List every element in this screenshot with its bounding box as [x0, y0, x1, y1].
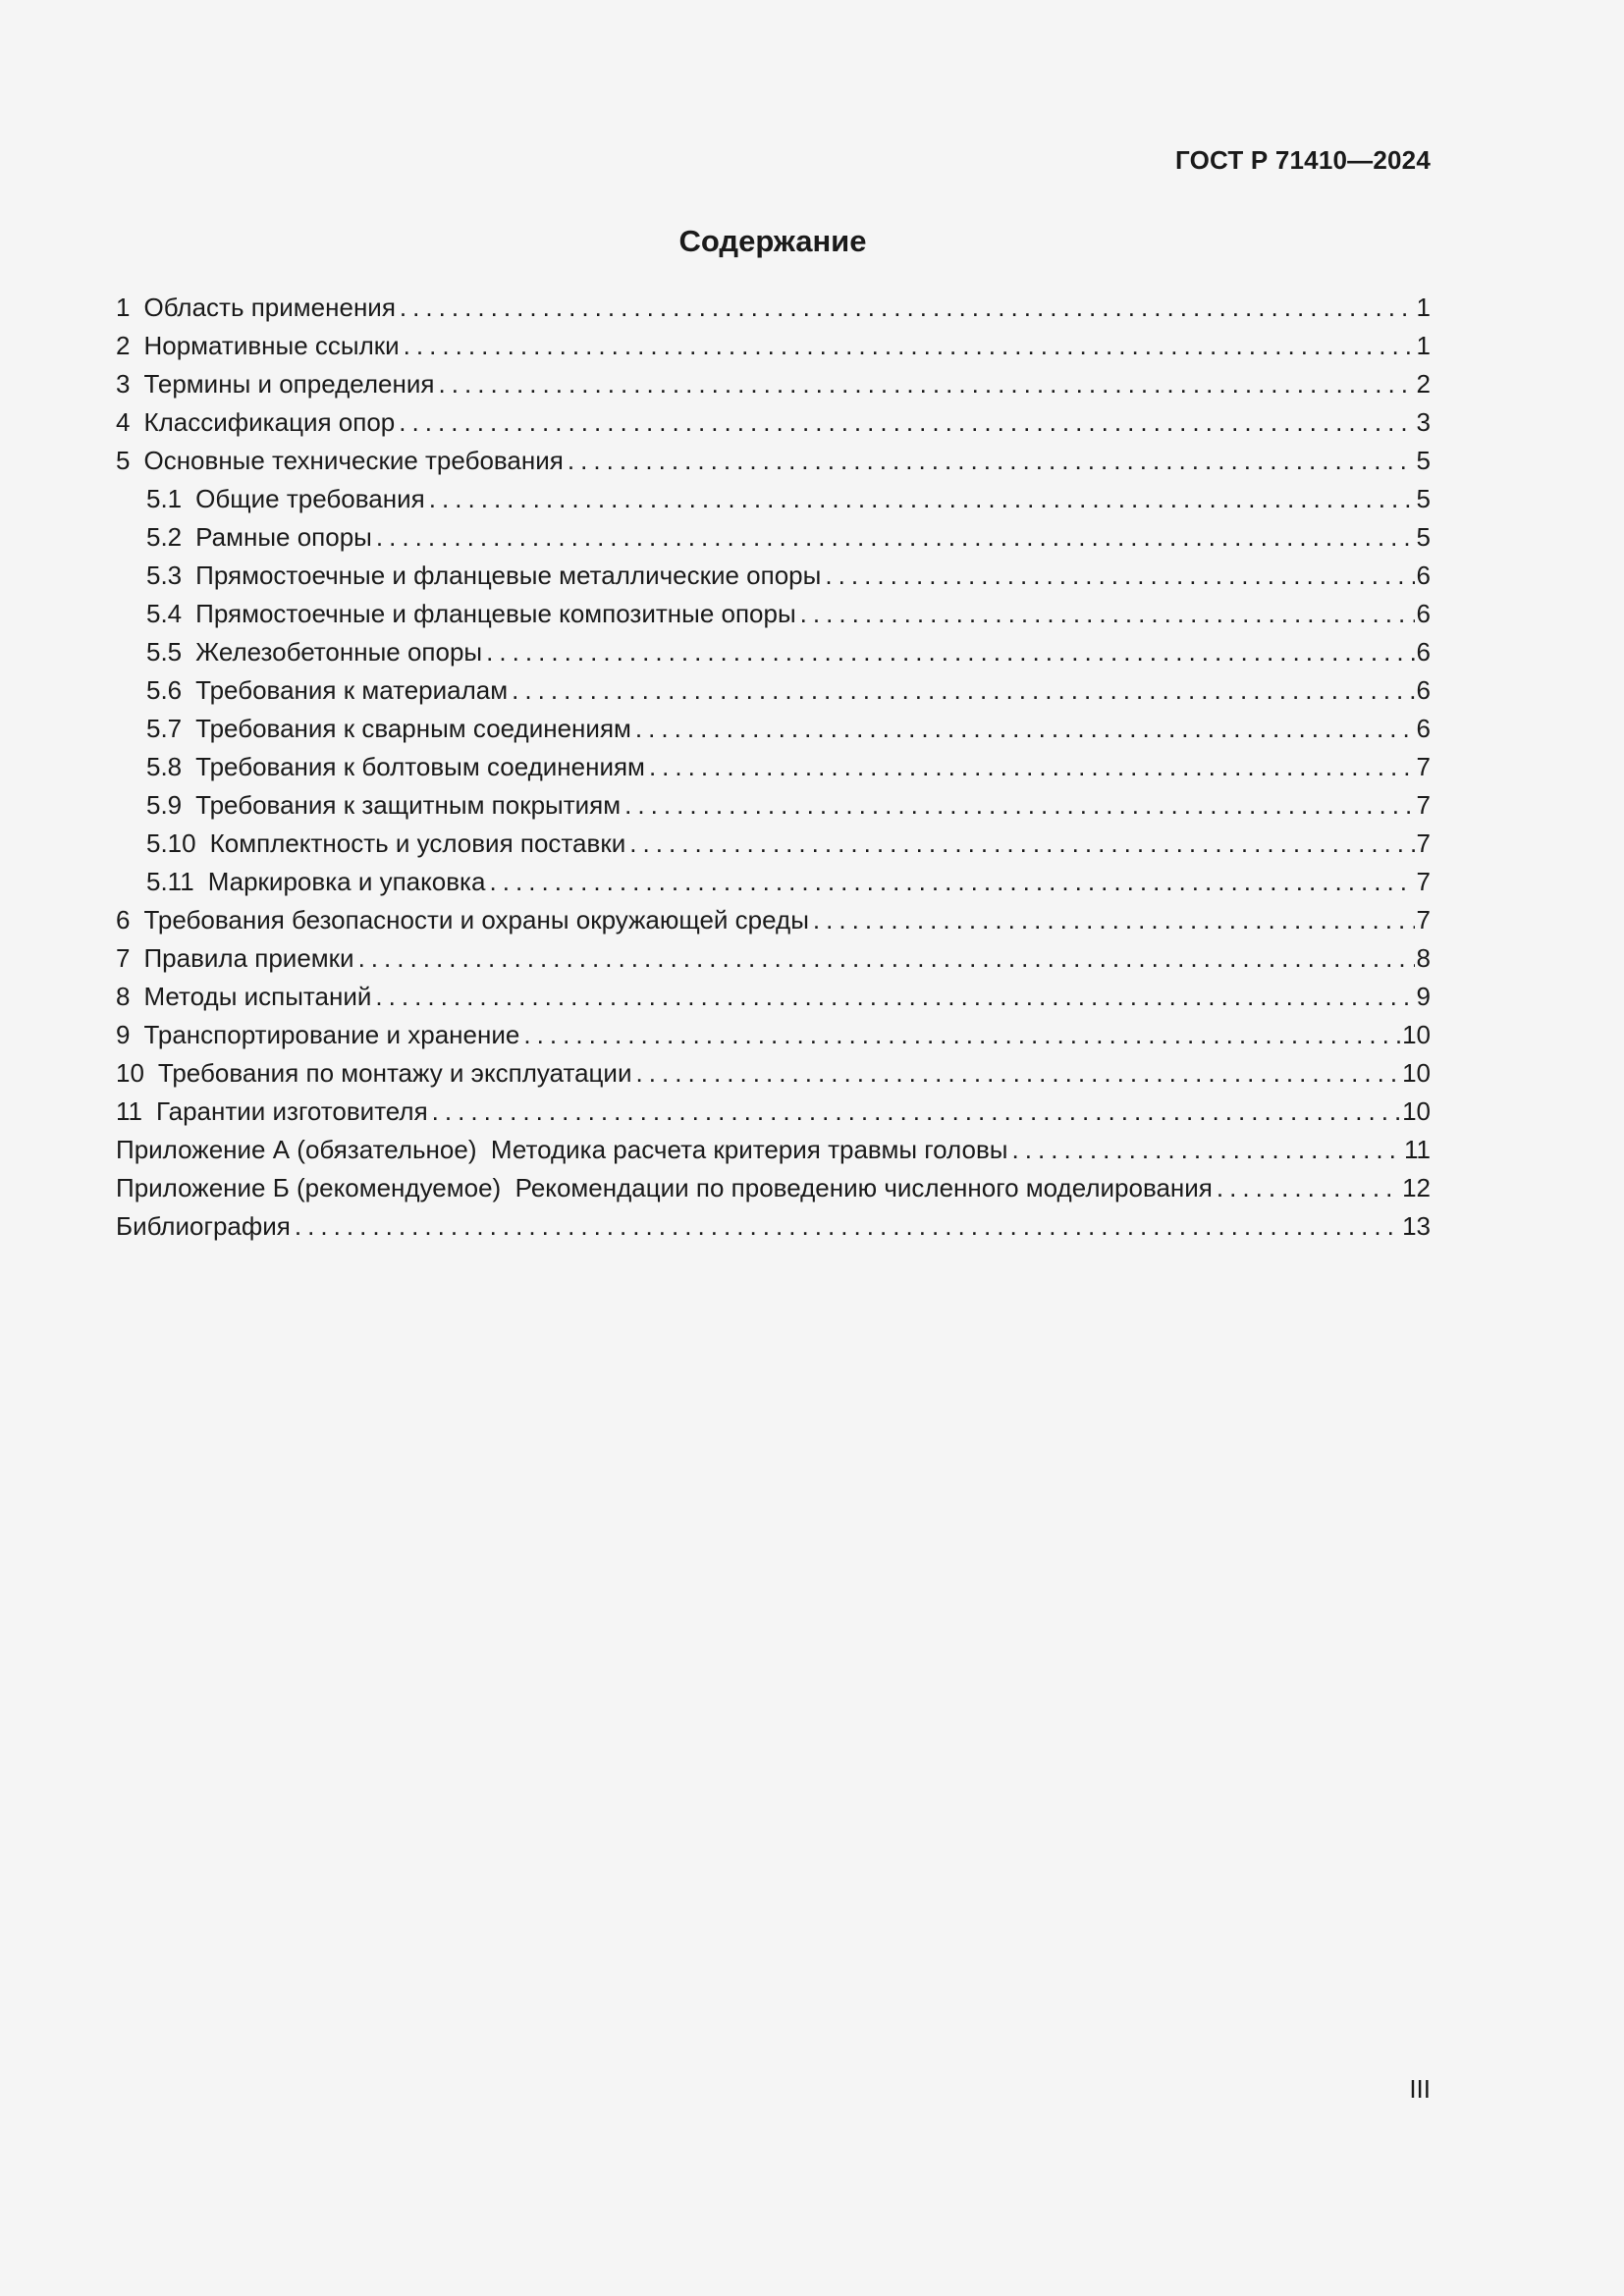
toc-entry-page: 5 [1416, 484, 1431, 513]
toc-entry-title: Рамные опоры [195, 522, 372, 552]
toc-entry-title: Общие требования [195, 484, 425, 513]
toc-dot-leader [635, 710, 1415, 748]
toc-entry[interactable] [116, 1016, 1431, 1054]
toc-entry-page: 7 [1416, 790, 1431, 820]
toc-dot-leader [358, 939, 1415, 978]
toc-entry-title: Библиография [116, 1211, 291, 1241]
toc-dot-leader [1217, 1169, 1400, 1207]
toc-entry-number: 10 [116, 1058, 144, 1088]
toc-entry-title: Требования к сварным соединениям [195, 714, 631, 743]
toc-entry-title: Комплектность и условия поставки [209, 828, 626, 858]
toc-entry[interactable] [116, 1093, 1431, 1131]
toc-entry-title: Требования к защитным покрытиям [195, 790, 622, 820]
toc-entry-number: 5.2 [146, 522, 183, 552]
toc-entry-page: 8 [1416, 943, 1431, 973]
toc-dot-leader [568, 442, 1415, 480]
toc-entry[interactable] [116, 1169, 1431, 1207]
toc-entry-number: 4 [116, 407, 131, 437]
toc-entry[interactable] [116, 1054, 1431, 1093]
toc-entry-page: 6 [1416, 714, 1431, 743]
toc-entry-page: 10 [1402, 1058, 1431, 1088]
toc-entry-title: Правила приемки [143, 943, 354, 973]
toc-entry-page: 3 [1416, 407, 1431, 437]
toc-dot-leader [489, 863, 1414, 901]
toc-entry-page: 7 [1416, 752, 1431, 781]
toc-entry-title: Железобетонные опоры [195, 637, 483, 667]
toc-entry-page: 11 [1404, 1135, 1431, 1164]
toc-entry-title: Требования к болтовым соединениям [195, 752, 645, 781]
toc-entry[interactable] [116, 939, 1431, 978]
toc-entry-page: 7 [1416, 867, 1431, 896]
toc-entry-page: 13 [1402, 1211, 1431, 1241]
toc-entry[interactable] [116, 557, 1431, 595]
table-of-contents [116, 289, 1431, 1246]
toc-entry-page: 1 [1416, 293, 1431, 322]
toc-entry-title: Прямостоечные и фланцевые металлические опоры [195, 561, 822, 590]
toc-dot-leader [295, 1207, 1400, 1246]
toc-entry-number: 1 [116, 293, 131, 322]
toc-dot-leader [432, 1093, 1400, 1131]
toc-entry-title: Классификация опор [143, 407, 396, 437]
toc-entry-title: Маркировка и упаковка [207, 867, 486, 896]
toc-entry-page: 6 [1416, 637, 1431, 667]
toc-dot-leader [1011, 1131, 1402, 1169]
toc-entry-number: 9 [116, 1020, 131, 1049]
page-number: III [1409, 2074, 1431, 2104]
toc-dot-leader [438, 365, 1414, 403]
toc-entry-number: 5 [116, 446, 131, 475]
toc-entry-number: 8 [116, 982, 131, 1011]
toc-entry-page: 2 [1416, 369, 1431, 399]
toc-entry-page: 10 [1402, 1020, 1431, 1049]
toc-entry-page: 9 [1416, 982, 1431, 1011]
toc-entry-number: 5.1 [146, 484, 183, 513]
toc-entry-number: 5.8 [146, 752, 183, 781]
toc-dot-leader [486, 633, 1414, 671]
toc-dot-leader [404, 327, 1415, 365]
toc-entry-page: 6 [1416, 561, 1431, 590]
toc-entry-title: Требования безопасности и охраны окружающей среды [143, 905, 809, 934]
toc-dot-leader [649, 748, 1415, 786]
toc-entry[interactable] [116, 365, 1431, 403]
toc-entry[interactable] [116, 403, 1431, 442]
toc-entry[interactable] [116, 786, 1431, 825]
toc-entry[interactable] [116, 518, 1431, 557]
toc-dot-leader [635, 1054, 1400, 1093]
toc-entry-title: Приложение А (обязательное) Методика расчета критерия травмы головы [116, 1135, 1008, 1164]
toc-dot-leader [512, 671, 1414, 710]
toc-title: Содержание [678, 224, 867, 258]
toc-entry-number: 2 [116, 331, 131, 360]
toc-entry-title: Требования по монтажу и эксплуатации [157, 1058, 632, 1088]
toc-entry-page: 1 [1416, 331, 1431, 360]
toc-dot-leader [825, 557, 1414, 595]
toc-entry-number: 5.3 [146, 561, 183, 590]
toc-entry-title: Область применения [143, 293, 396, 322]
toc-entry[interactable] [116, 825, 1431, 863]
toc-entry-page: 6 [1416, 675, 1431, 705]
toc-entry[interactable] [116, 289, 1431, 327]
toc-entry-number: 3 [116, 369, 131, 399]
document-code: ГОСТ Р 71410—2024 [1175, 145, 1431, 175]
toc-entry-title: Прямостоечные и фланцевые композитные опоры [195, 599, 796, 628]
toc-entry-title: Термины и определения [143, 369, 435, 399]
toc-entry-page: 12 [1402, 1173, 1431, 1202]
toc-entry-title: Методы испытаний [143, 982, 372, 1011]
toc-entry-page: 5 [1416, 522, 1431, 552]
toc-dot-leader [375, 978, 1414, 1016]
toc-entry[interactable] [116, 901, 1431, 939]
toc-entry[interactable] [116, 748, 1431, 786]
toc-entry[interactable] [116, 710, 1431, 748]
toc-entry-number: 5.9 [146, 790, 183, 820]
toc-entry[interactable] [116, 978, 1431, 1016]
toc-entry-title: Требования к материалам [195, 675, 509, 705]
toc-dot-leader [376, 518, 1415, 557]
toc-entry-number: 5.4 [146, 599, 183, 628]
toc-entry-number: 5.11 [146, 867, 194, 896]
toc-entry-page: 7 [1416, 828, 1431, 858]
toc-dot-leader [400, 289, 1415, 327]
toc-dot-leader [624, 786, 1414, 825]
toc-entry-title: Транспортирование и хранение [143, 1020, 520, 1049]
toc-entry-number: 5.7 [146, 714, 183, 743]
toc-dot-leader [629, 825, 1414, 863]
toc-entry-number: 7 [116, 943, 131, 973]
toc-entry[interactable] [116, 480, 1431, 518]
toc-dot-leader [800, 595, 1415, 633]
toc-entry[interactable] [116, 327, 1431, 365]
toc-entry-number: 5.6 [146, 675, 183, 705]
toc-entry[interactable] [116, 633, 1431, 671]
toc-entry-number: 5.10 [146, 828, 196, 858]
toc-entry-page: 5 [1416, 446, 1431, 475]
toc-entry-number: 5.5 [146, 637, 183, 667]
toc-dot-leader [429, 480, 1415, 518]
toc-dot-leader [399, 403, 1414, 442]
toc-entry-title: Основные технические требования [143, 446, 564, 475]
toc-entry-title: Гарантии изготовителя [156, 1096, 428, 1126]
toc-entry[interactable] [116, 671, 1431, 710]
toc-entry-page: 7 [1416, 905, 1431, 934]
toc-entry[interactable] [116, 1131, 1431, 1169]
toc-dot-leader [813, 901, 1415, 939]
toc-entry-number: 11 [116, 1096, 142, 1126]
toc-entry-title: Нормативные ссылки [143, 331, 400, 360]
toc-entry-page: 6 [1416, 599, 1431, 628]
toc-entry[interactable] [116, 1207, 1431, 1246]
toc-dot-leader [523, 1016, 1400, 1054]
toc-entry[interactable] [116, 863, 1431, 901]
toc-entry-page: 10 [1402, 1096, 1431, 1126]
toc-entry[interactable] [116, 595, 1431, 633]
toc-entry-title: Приложение Б (рекомендуемое) Рекомендации по проведению численного моделирования [116, 1173, 1213, 1202]
toc-entry-number: 6 [116, 905, 131, 934]
toc-entry[interactable] [116, 442, 1431, 480]
